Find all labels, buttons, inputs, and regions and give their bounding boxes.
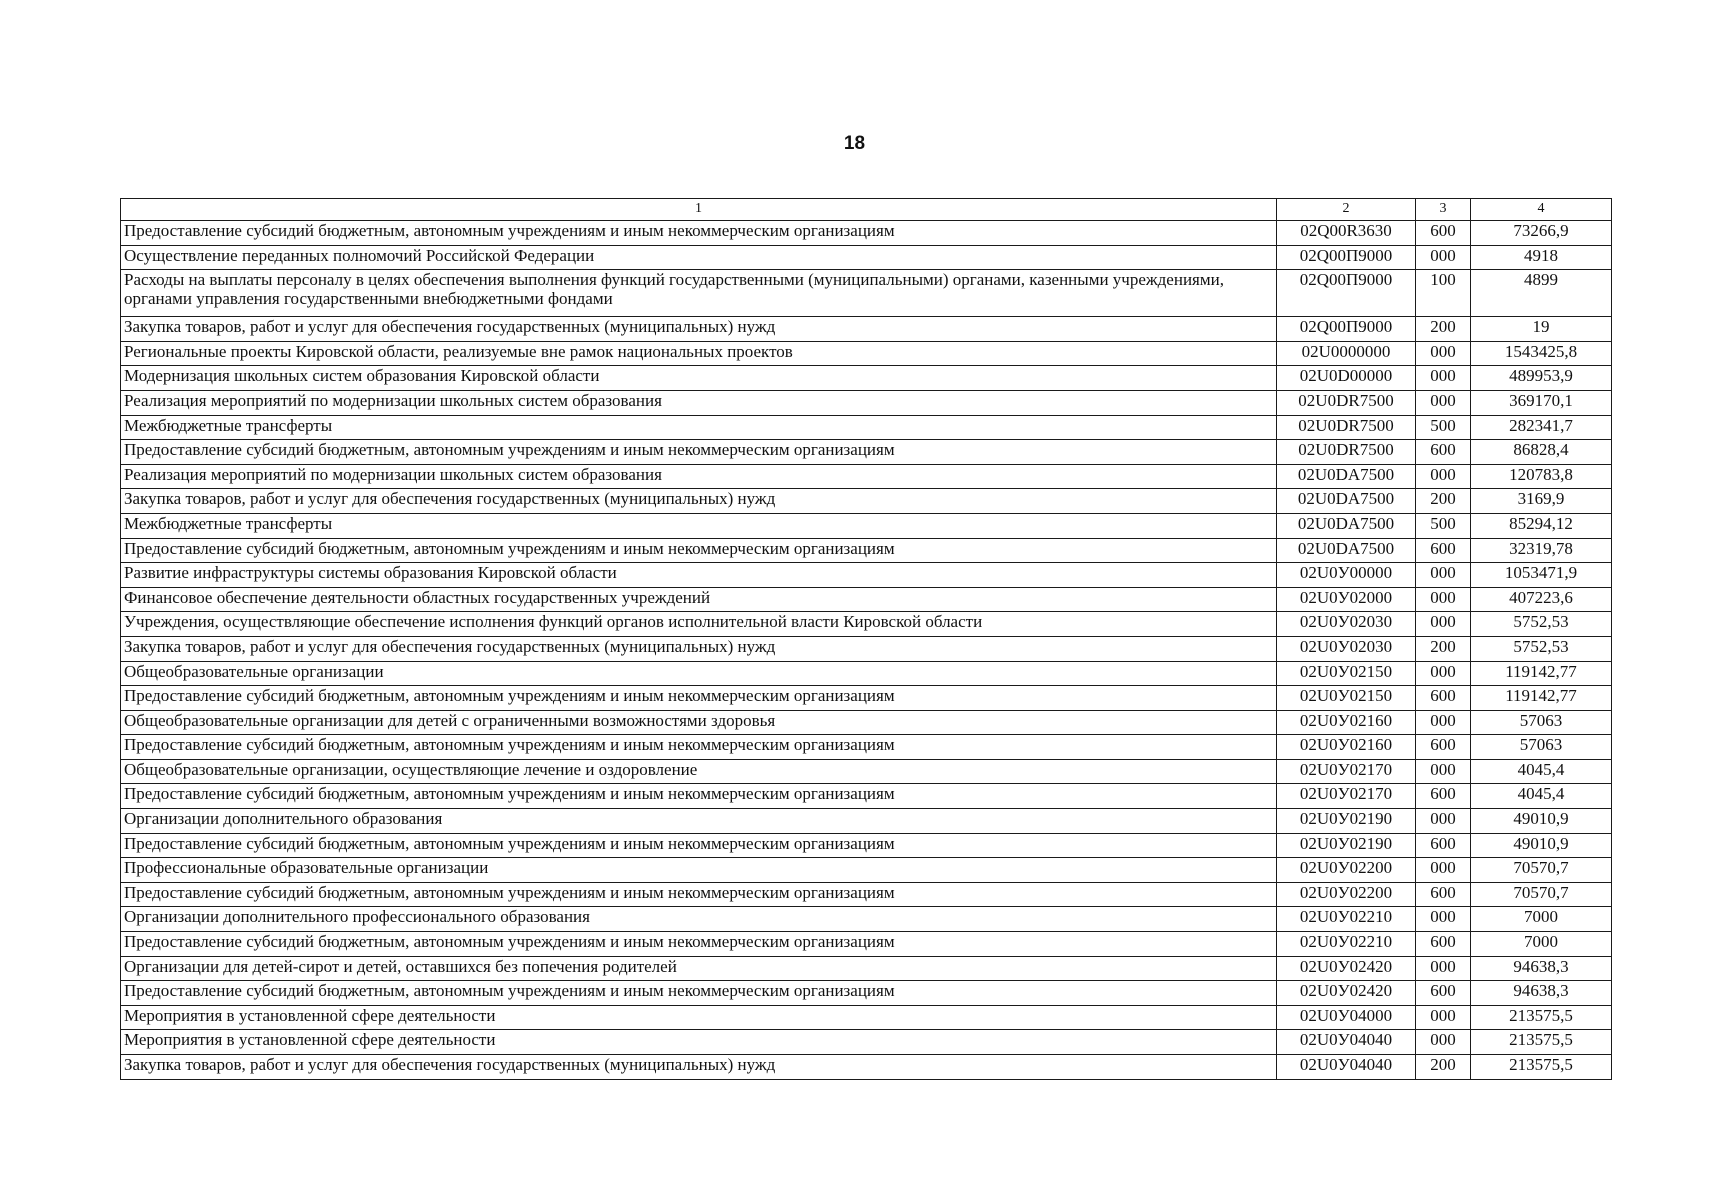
table-row [121,956,1612,981]
row-code-cell: 02U0У02170 [1277,784,1416,809]
header-col-1: 1 [121,199,1277,221]
row-amount-cell: 19 [1471,317,1612,342]
row-name-cell: Предоставление субсидий бюджетным, автономным учреждениям и иным некоммерческим организациям [121,784,1277,809]
row-code-cell: 02U0У02000 [1277,587,1416,612]
table-row [121,833,1612,858]
row-code-cell: 02U0DR7500 [1277,390,1416,415]
row-type-cell: 000 [1416,612,1471,637]
row-type-cell: 500 [1416,513,1471,538]
row-name-cell: Межбюджетные трансферты [121,513,1277,538]
row-type-cell: 000 [1416,464,1471,489]
row-type-cell: 200 [1416,1055,1471,1080]
table-row [121,981,1612,1006]
row-amount-cell: 49010,9 [1471,809,1612,834]
row-name-cell: Предоставление субсидий бюджетным, автономным учреждениям и иным некоммерческим организациям [121,538,1277,563]
row-code-cell: 02Q00R3630 [1277,221,1416,246]
row-amount-cell: 1053471,9 [1471,563,1612,588]
row-amount-cell: 57063 [1471,710,1612,735]
row-type-cell: 000 [1416,390,1471,415]
row-name-cell: Финансовое обеспечение деятельности областных государственных учреждений [121,587,1277,612]
row-type-cell: 600 [1416,440,1471,465]
row-name-cell: Закупка товаров, работ и услуг для обеспечения государственных (муниципальных) нужд [121,1055,1277,1080]
row-amount-cell: 119142,77 [1471,686,1612,711]
row-name-cell: Межбюджетные трансферты [121,415,1277,440]
row-name-cell: Организации дополнительного образования [121,809,1277,834]
row-amount-cell: 73266,9 [1471,221,1612,246]
row-code-cell: 02U0У02150 [1277,661,1416,686]
table-row [121,464,1612,489]
row-name-cell: Предоставление субсидий бюджетным, автономным учреждениям и иным некоммерческим организациям [121,735,1277,760]
row-name-cell: Закупка товаров, работ и услуг для обеспечения государственных (муниципальных) нужд [121,636,1277,661]
row-name-cell: Мероприятия в установленной сфере деятельности [121,1005,1277,1030]
row-amount-cell: 57063 [1471,735,1612,760]
row-code-cell: 02U0000000 [1277,341,1416,366]
row-name-cell: Предоставление субсидий бюджетным, автономным учреждениям и иным некоммерческим организациям [121,882,1277,907]
row-name-cell: Предоставление субсидий бюджетным, автономным учреждениям и иным некоммерческим организациям [121,932,1277,957]
row-type-cell: 000 [1416,563,1471,588]
row-type-cell: 600 [1416,784,1471,809]
row-code-cell: 02U0У04000 [1277,1005,1416,1030]
page-number: 18 [843,133,866,154]
row-type-cell: 600 [1416,735,1471,760]
table-row [121,882,1612,907]
row-amount-cell: 120783,8 [1471,464,1612,489]
row-name-cell: Профессиональные образовательные организации [121,858,1277,883]
table-row [121,415,1612,440]
row-type-cell: 000 [1416,661,1471,686]
row-amount-cell: 7000 [1471,932,1612,957]
row-amount-cell: 7000 [1471,907,1612,932]
row-name-cell: Общеобразовательные организации [121,661,1277,686]
row-type-cell: 000 [1416,809,1471,834]
table-row [121,317,1612,342]
budget-table [120,198,1612,1080]
row-amount-cell: 213575,5 [1471,1055,1612,1080]
table-row [121,587,1612,612]
row-name-cell: Развитие инфраструктуры системы образования Кировской области [121,563,1277,588]
row-code-cell: 02U0У02030 [1277,636,1416,661]
table-row [121,513,1612,538]
row-name-cell: Осуществление переданных полномочий Российской Федерации [121,245,1277,270]
row-name-cell: Предоставление субсидий бюджетным, автономным учреждениям и иным некоммерческим организациям [121,221,1277,246]
row-type-cell: 000 [1416,710,1471,735]
row-code-cell: 02Q00П9000 [1277,245,1416,270]
row-name-cell: Предоставление субсидий бюджетным, автономным учреждениям и иным некоммерческим организациям [121,686,1277,711]
row-code-cell: 02U0У02190 [1277,809,1416,834]
row-amount-cell: 4045,4 [1471,784,1612,809]
row-code-cell: 02U0У04040 [1277,1055,1416,1080]
row-amount-cell: 32319,78 [1471,538,1612,563]
row-code-cell: 02U0DA7500 [1277,538,1416,563]
row-amount-cell: 86828,4 [1471,440,1612,465]
row-code-cell: 02U0DR7500 [1277,415,1416,440]
table-row [121,221,1612,246]
row-amount-cell: 213575,5 [1471,1030,1612,1055]
row-name-cell: Закупка товаров, работ и услуг для обеспечения государственных (муниципальных) нужд [121,317,1277,342]
row-amount-cell: 5752,53 [1471,636,1612,661]
table-row [121,1030,1612,1055]
row-name-cell: Расходы на выплаты персоналу в целях обеспечения выполнения функций государственными (муниципальными) органами, казенными учреждениями, органами управления государственными внебюджетными фондами [121,270,1277,317]
table-row [121,858,1612,883]
row-amount-cell: 369170,1 [1471,390,1612,415]
row-amount-cell: 4918 [1471,245,1612,270]
row-type-cell: 600 [1416,882,1471,907]
table-row [121,710,1612,735]
row-code-cell: 02U0У02190 [1277,833,1416,858]
row-type-cell: 200 [1416,636,1471,661]
row-name-cell: Предоставление субсидий бюджетным, автономным учреждениям и иным некоммерческим организациям [121,981,1277,1006]
row-amount-cell: 85294,12 [1471,513,1612,538]
row-type-cell: 000 [1416,858,1471,883]
row-code-cell: 02U0У02170 [1277,759,1416,784]
table-row [121,735,1612,760]
row-type-cell: 600 [1416,538,1471,563]
table-row [121,489,1612,514]
row-type-cell: 000 [1416,245,1471,270]
row-name-cell: Реализация мероприятий по модернизации школьных систем образования [121,464,1277,489]
row-amount-cell: 489953,9 [1471,366,1612,391]
row-type-cell: 600 [1416,221,1471,246]
row-code-cell: 02U0У02200 [1277,882,1416,907]
row-code-cell: 02U0У00000 [1277,563,1416,588]
row-name-cell: Мероприятия в установленной сфере деятельности [121,1030,1277,1055]
row-name-cell: Региональные проекты Кировской области, реализуемые вне рамок национальных проектов [121,341,1277,366]
row-amount-cell: 94638,3 [1471,981,1612,1006]
row-amount-cell: 119142,77 [1471,661,1612,686]
row-amount-cell: 70570,7 [1471,858,1612,883]
row-type-cell: 600 [1416,686,1471,711]
table-row [121,1055,1612,1080]
table-row [121,636,1612,661]
row-code-cell: 02U0DA7500 [1277,513,1416,538]
header-col-2: 2 [1277,199,1416,221]
row-type-cell: 500 [1416,415,1471,440]
row-code-cell: 02U0У02160 [1277,735,1416,760]
row-type-cell: 000 [1416,759,1471,784]
table-row [121,366,1612,391]
table-row [121,245,1612,270]
table-row [121,809,1612,834]
row-amount-cell: 407223,6 [1471,587,1612,612]
row-code-cell: 02U0DR7500 [1277,440,1416,465]
row-type-cell: 000 [1416,907,1471,932]
row-type-cell: 600 [1416,981,1471,1006]
row-code-cell: 02U0У02150 [1277,686,1416,711]
table-row [121,907,1612,932]
row-type-cell: 600 [1416,833,1471,858]
row-amount-cell: 4045,4 [1471,759,1612,784]
row-code-cell: 02U0У02210 [1277,932,1416,957]
row-amount-cell: 282341,7 [1471,415,1612,440]
row-type-cell: 100 [1416,270,1471,317]
table-row [121,563,1612,588]
table-row [121,686,1612,711]
row-name-cell: Общеобразовательные организации, осуществляющие лечение и оздоровление [121,759,1277,784]
table-row [121,440,1612,465]
row-code-cell: 02U0У02160 [1277,710,1416,735]
row-type-cell: 000 [1416,1030,1471,1055]
row-name-cell: Общеобразовательные организации для детей с ограниченными возможностями здоровья [121,710,1277,735]
header-col-3: 3 [1416,199,1471,221]
table-body [121,199,1612,1080]
table-row [121,661,1612,686]
table-row [121,270,1612,317]
row-name-cell: Модернизация школьных систем образования Кировской области [121,366,1277,391]
row-amount-cell: 94638,3 [1471,956,1612,981]
row-code-cell: 02Q00П9000 [1277,317,1416,342]
row-name-cell: Предоставление субсидий бюджетным, автономным учреждениям и иным некоммерческим организациям [121,440,1277,465]
table-row [121,784,1612,809]
row-amount-cell: 49010,9 [1471,833,1612,858]
row-type-cell: 000 [1416,341,1471,366]
table-row [121,390,1612,415]
table-row [121,341,1612,366]
row-amount-cell: 3169,9 [1471,489,1612,514]
row-amount-cell: 4899 [1471,270,1612,317]
row-code-cell: 02U0У04040 [1277,1030,1416,1055]
row-name-cell: Предоставление субсидий бюджетным, автономным учреждениям и иным некоммерческим организациям [121,833,1277,858]
row-code-cell: 02U0У02030 [1277,612,1416,637]
row-name-cell: Закупка товаров, работ и услуг для обеспечения государственных (муниципальных) нужд [121,489,1277,514]
row-type-cell: 000 [1416,366,1471,391]
table-header-row [121,199,1612,221]
row-type-cell: 000 [1416,1005,1471,1030]
row-amount-cell: 1543425,8 [1471,341,1612,366]
row-type-cell: 600 [1416,932,1471,957]
header-col-4: 4 [1471,199,1612,221]
row-amount-cell: 70570,7 [1471,882,1612,907]
table-row [121,612,1612,637]
row-code-cell: 02U0У02420 [1277,956,1416,981]
row-name-cell: Учреждения, осуществляющие обеспечение исполнения функций органов исполнительной власти Кировской области [121,612,1277,637]
row-name-cell: Реализация мероприятий по модернизации школьных систем образования [121,390,1277,415]
row-name-cell: Организации для детей-сирот и детей, оставшихся без попечения родителей [121,956,1277,981]
row-name-cell: Организации дополнительного профессионального образования [121,907,1277,932]
row-code-cell: 02Q00П9000 [1277,270,1416,317]
row-amount-cell: 5752,53 [1471,612,1612,637]
row-type-cell: 200 [1416,317,1471,342]
row-code-cell: 02U0DA7500 [1277,464,1416,489]
row-code-cell: 02U0У02210 [1277,907,1416,932]
row-type-cell: 200 [1416,489,1471,514]
table-row [121,1005,1612,1030]
table-row [121,538,1612,563]
row-type-cell: 000 [1416,956,1471,981]
row-code-cell: 02U0DA7500 [1277,489,1416,514]
row-code-cell: 02U0D00000 [1277,366,1416,391]
table-row [121,759,1612,784]
table-row [121,932,1612,957]
row-code-cell: 02U0У02420 [1277,981,1416,1006]
row-type-cell: 000 [1416,587,1471,612]
row-amount-cell: 213575,5 [1471,1005,1612,1030]
row-code-cell: 02U0У02200 [1277,858,1416,883]
